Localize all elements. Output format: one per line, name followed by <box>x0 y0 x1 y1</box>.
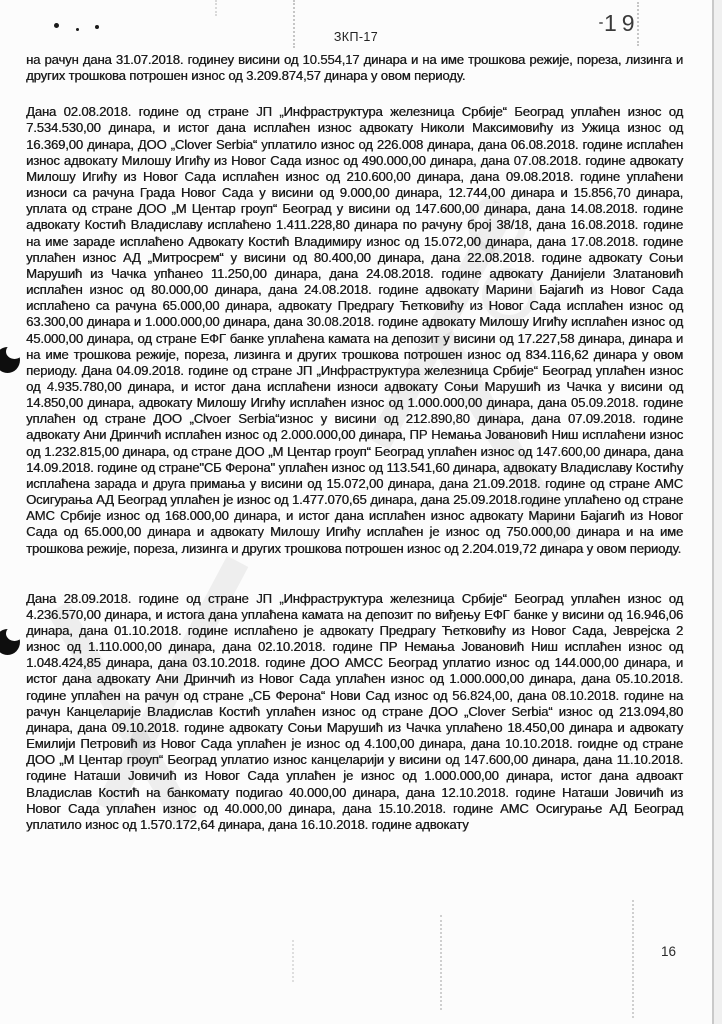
fold-mark <box>215 0 217 16</box>
fold-mark <box>632 900 634 1018</box>
body-paragraph: Дана 02.08.2018. године од стране ЈП „Инфраструктура железница Србије“ Београд уплаћен износ од 7.534.530,00 динара, и истог дана исплаћен износ адвокату Николи Максимовићу из Ужица износ од 16.369,00 динара, ДОО „Clover Serbia“ уплатило износ од 226.008 динара, дана 06.08.2018. године исплаћен износ адвокату Милошу Игићу из Новог Сада износ од 490.000,00 динара, дана 07.08.2018. године адвокату Милошу Игићу из Новог Сада исплаћен износ од 210.600,00 динара, дана 09.08.2018. године уплаћени износи са рачуна Града Новог Сада у висини од 9.000,00 динара, 12.744,00 динара и 15.856,70 динара, уплата од стране ДОО „М Центар гроуп“ Београд у висини од 147.600,00 динара, дана 14.08.2018. године адвокату Костић Владиславу исплаћено 1.411.228,80 динара по рачуну број 38/18, дана 16.08.2018. године на име зараде исплаћено Адвокату Костић Владимиру износ од 15.072,00 динара, дана 17.08.2018. године уплаћен износ АД „Митросрем“ у висини од 80.400,00 динара, дана 22.08.2018. године адвокату Соњи Марушић из Чачка упћанео 11.250,00 динара, дана 24.08.2018. године адвокату Данијели Златановић исплаћен износ од 80.000,00 динара, дана 24.08.2018. године адвокату Марини Бајагић из Новог Сада исплаћено са рачуна 65.000,00 динара, адвокату Предрагу Ћетковићу из Новог Сада исплаћен износ од 63.300,00 динара и 1.000.000,00 динара, дана 30.08.2018. године адвокату Милошу Игићу исплаћен износ од 45.000,00 динара, од стране ЕФГ банке уплаћена камата на депозит у висини од 17.227,58 динара, динара и на име трошкова режије, пореза, лизинга и других трошкова потрошен износ од 834.116,62 динара у овом периоду. Дана 04.09.2018. године од стране ЈП „Инфраструктура железница Србије“ Београд уплаћен износ од 4.935.780,00 динара, и истог дана исплаћени износи адвокату Соњи Марушић из Чачка у висини од 14.850,00 динара, адвокату Милошу Игићу исплаћен износ од 1.000.000,00 динара, дана 05.09.2018. године уплаћен од стране ДОО „Clvoer Serbia“износ у висини од 212.890,80 динара, дана 07.09.2018. године адвокату Ани Дринчић исплаћен износ од 2.000.000,00 динара, ПР Немања Јовановић Ниш исплаћени износ од 1.232.815,00 динара, од стране ДОО „М Центар гроуп“ Београд уплаћен износ од 147.600,00 динара, дана 14.09.2018. године од стране"СБ Ферона" уплаћен износ од 113.541,60 динара, адвокату Владиславу Костићу исплаћена зарада и друга примања у висини од 15.072,00 динара, дана 21.09.2018. године од стране АМС Осигурања АД Београд уплаћен је износ од 1.477.070,65 динара, дана 25.09.2018.године уплаћено од стране АМС Србије износ од 168.000,00 динара, и истог дана исплаћен износ адвокату Марини Бајагић из Новог Сада од 65.000,00 динара и адвокату Милошу Игићу исплаћен је износ од 750.000,00 динара и на име трошкова режије, пореза, лизинга и других трошкова потрошен износ од 2.204.019,72 динара у овом периоду. <box>26 104 683 556</box>
punch-hole <box>0 347 20 373</box>
scan-edge-strip <box>714 0 722 1024</box>
printed-page-number: 16 <box>661 944 677 959</box>
handwritten-page-number: 19 <box>604 10 640 36</box>
scan-speck <box>95 25 99 29</box>
fold-mark <box>292 940 294 982</box>
document-body <box>26 52 683 833</box>
fold-mark <box>440 915 442 1010</box>
scan-speck <box>54 23 59 28</box>
form-code-header: ЗКП-17 <box>333 30 379 44</box>
punch-hole <box>0 629 20 655</box>
body-paragraph: на рачун дана 31.07.2018. годинеу висини од 10.554,17 динара и на име трошкова режије, пореза, лизинга и других трошкова потрошен износ од 3.209.874,57 динара у овом периоду. <box>26 52 683 84</box>
scan-edge-line <box>712 0 714 1024</box>
scan-speck <box>599 22 603 24</box>
body-paragraph: Дана 28.09.2018. године од стране ЈП „Инфраструктура железница Србије“ Београд уплаћен износ од 4.236.570,00 динара, и истога дана уплаћена камата на депозит по виђењу ЕФГ банке у висини од 16.946,06 динара, дана 01.10.2018. године исплаћено је адвокату Предрагу Ћетковићу из Новог Сада, Јеврејска 2 износ од 1.110.000,00 динара, дана 02.10.2018. године ПР Немања Јовановић Ниш исплаћен износ од 1.048.424,85 динара, дана 03.10.2018. године ДОО АМСС Београд уплатио износ од 144.000,00 динара, и истог дана адвокату Ани Дринчић из Новог Сада уплаћен износ од 1.000.000,00 динара, дана 05.10.2018. године уплаћен на рачун од стране „СБ Ферона“ Нови Сад износ од 56.824,00, дана 08.10.2018. године на рачун Канцеларије Владислав Костић уплаћен износ од стране ДОО „Clover Serbia“ износ од 213.094,80 динара, дана 09.10.2018. године адвокату Соњи Марушић из Чачка уплаћено 18.450,00 динара и адвокату Емилији Петровић из Новог Сада уплаћен је износ од 4.100,00 динара, дана 10.10.2018. гоидне од стране ДОО „М Центар гроуп“ Београд уплатио износ канцеларији у висини од 147.600,00 динара, дана 11.10.2018. године Наташи Јовичић из Новог Сада уплаћен је износ од 1.000.000,00 динара, истог дана адвоакт Владислав Костић на банкомату подигао 40.000,00 динара, дана 12.10.2018. године Наташи Јовичић из Новог Сада уплаћен износ од 40.000,00 динара, дана 15.10.2018. године АМС Осигурање АД Београд уплатило износ од 1.570.172,64 динара, дана 16.10.2018. године адвокату <box>26 590 683 832</box>
